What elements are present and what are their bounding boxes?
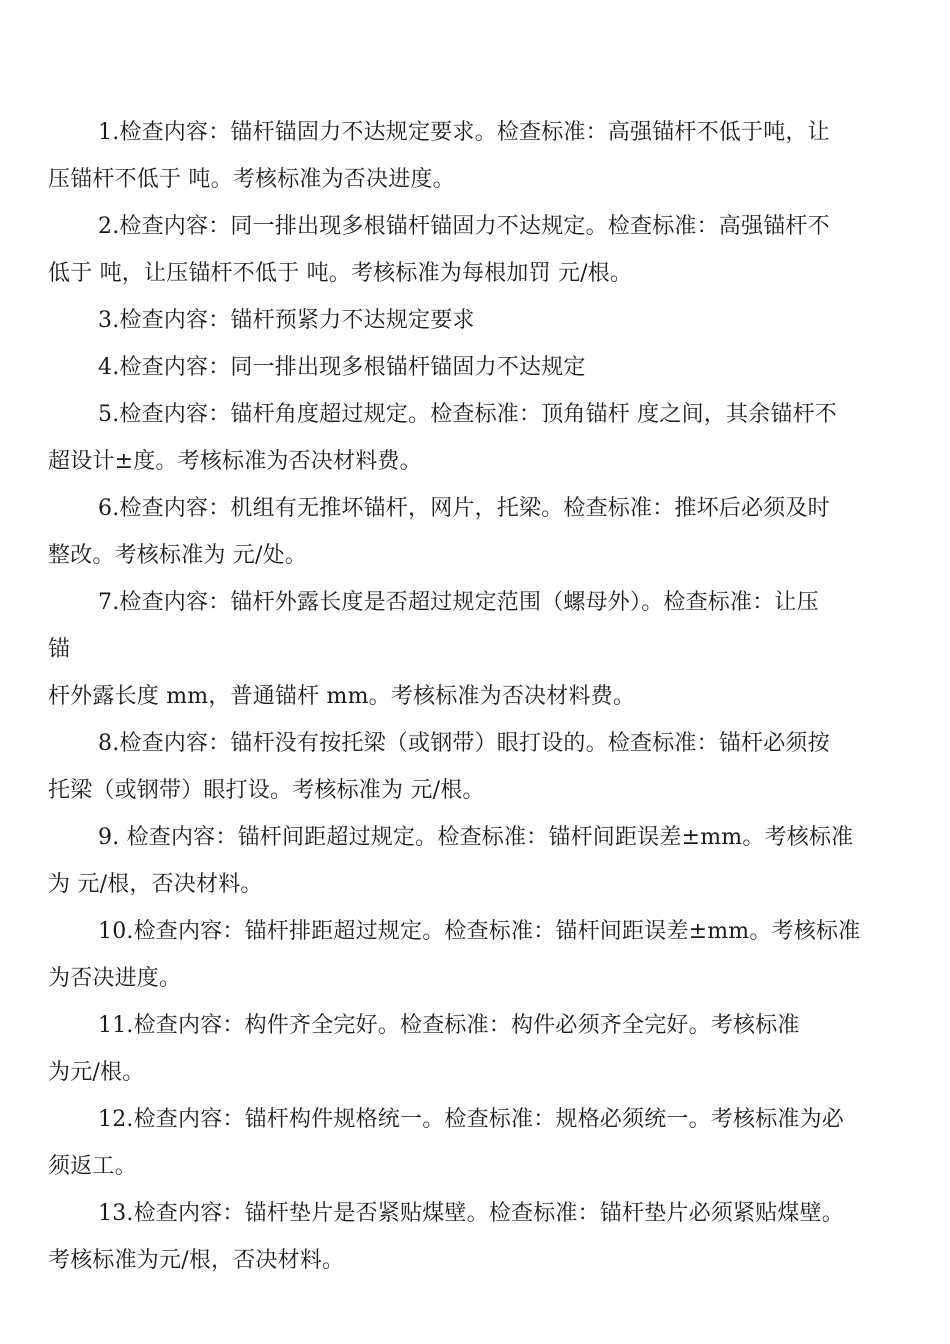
item-13-line-1: 13.检查内容：锚杆垫片是否紧贴煤壁。检查标准：锚杆垫片必须紧贴煤壁。: [98, 1201, 844, 1226]
item-11-line-2: 为元/根。: [48, 1060, 145, 1085]
item-4-line-1: 4.检查内容：同一排出现多根锚杆锚固力不达规定: [98, 355, 586, 380]
item-6-line-1: 6.检查内容：机组有无推坏锚杆，网片，托梁。检查标准：推坏后必须及时: [98, 496, 830, 521]
item-10-line-2: 为否决进度。: [48, 966, 182, 991]
item-8-line-2: 托梁（或钢带）眼打设。考核标准为 元/根。: [48, 778, 485, 803]
item-9-line-2: 为 元/根，否决材料。: [48, 872, 263, 897]
item-2-line-1: 2.检查内容：同一排出现多根锚杆锚固力不达规定。检查标准：高强锚杆不: [98, 214, 830, 239]
item-9-line-1: 9. 检查内容：锚杆间距超过规定。检查标准：锚杆间距误差±mm。考核标准: [98, 825, 854, 850]
item-5-line-2: 超设计±度。考核标准为否决材料费。: [48, 449, 422, 474]
item-7-line-1: 7.检查内容：锚杆外露长度是否超过规定范围（螺母外）。检查标准：让压: [98, 590, 819, 615]
item-13-line-2: 考核标准为元/根，否决材料。: [48, 1248, 345, 1273]
item-8-line-1: 8.检查内容：锚杆没有按托梁（或钢带）眼打设的。检查标准：锚杆必须按: [98, 731, 830, 756]
item-12-line-1: 12.检查内容：锚杆构件规格统一。检查标准：规格必须统一。考核标准为必: [98, 1107, 844, 1132]
item-12-line-2: 须返工。: [48, 1154, 137, 1179]
item-3-line-1: 3.检查内容：锚杆预紧力不达规定要求: [98, 308, 475, 333]
item-1-line-1: 1.检查内容：锚杆锚固力不达规定要求。检查标准：高强锚杆不低于吨，让: [98, 120, 830, 145]
item-7-line-2: 锚: [48, 637, 71, 662]
item-10-line-1: 10.检查内容：锚杆排距超过规定。检查标准：锚杆间距误差±mm。考核标准: [98, 919, 861, 944]
item-11-line-1: 11.检查内容：构件齐全完好。检查标准：构件必须齐全完好。考核标准: [98, 1013, 800, 1038]
item-6-line-2: 整改。考核标准为 元/处。: [48, 543, 308, 568]
item-5-line-1: 5.检查内容：锚杆角度超过规定。检查标准：顶角锚杆 度之间，其余锚杆不: [98, 402, 837, 427]
item-1-line-2: 压锚杆不低于 吨。考核标准为否决进度。: [48, 167, 455, 192]
item-7-line-3: 杆外露长度 mm，普通锚杆 mm。考核标准为否决材料费。: [48, 684, 636, 709]
item-2-line-2: 低于 吨，让压锚杆不低于 吨。考核标准为每根加罚 元/根。: [48, 261, 633, 286]
